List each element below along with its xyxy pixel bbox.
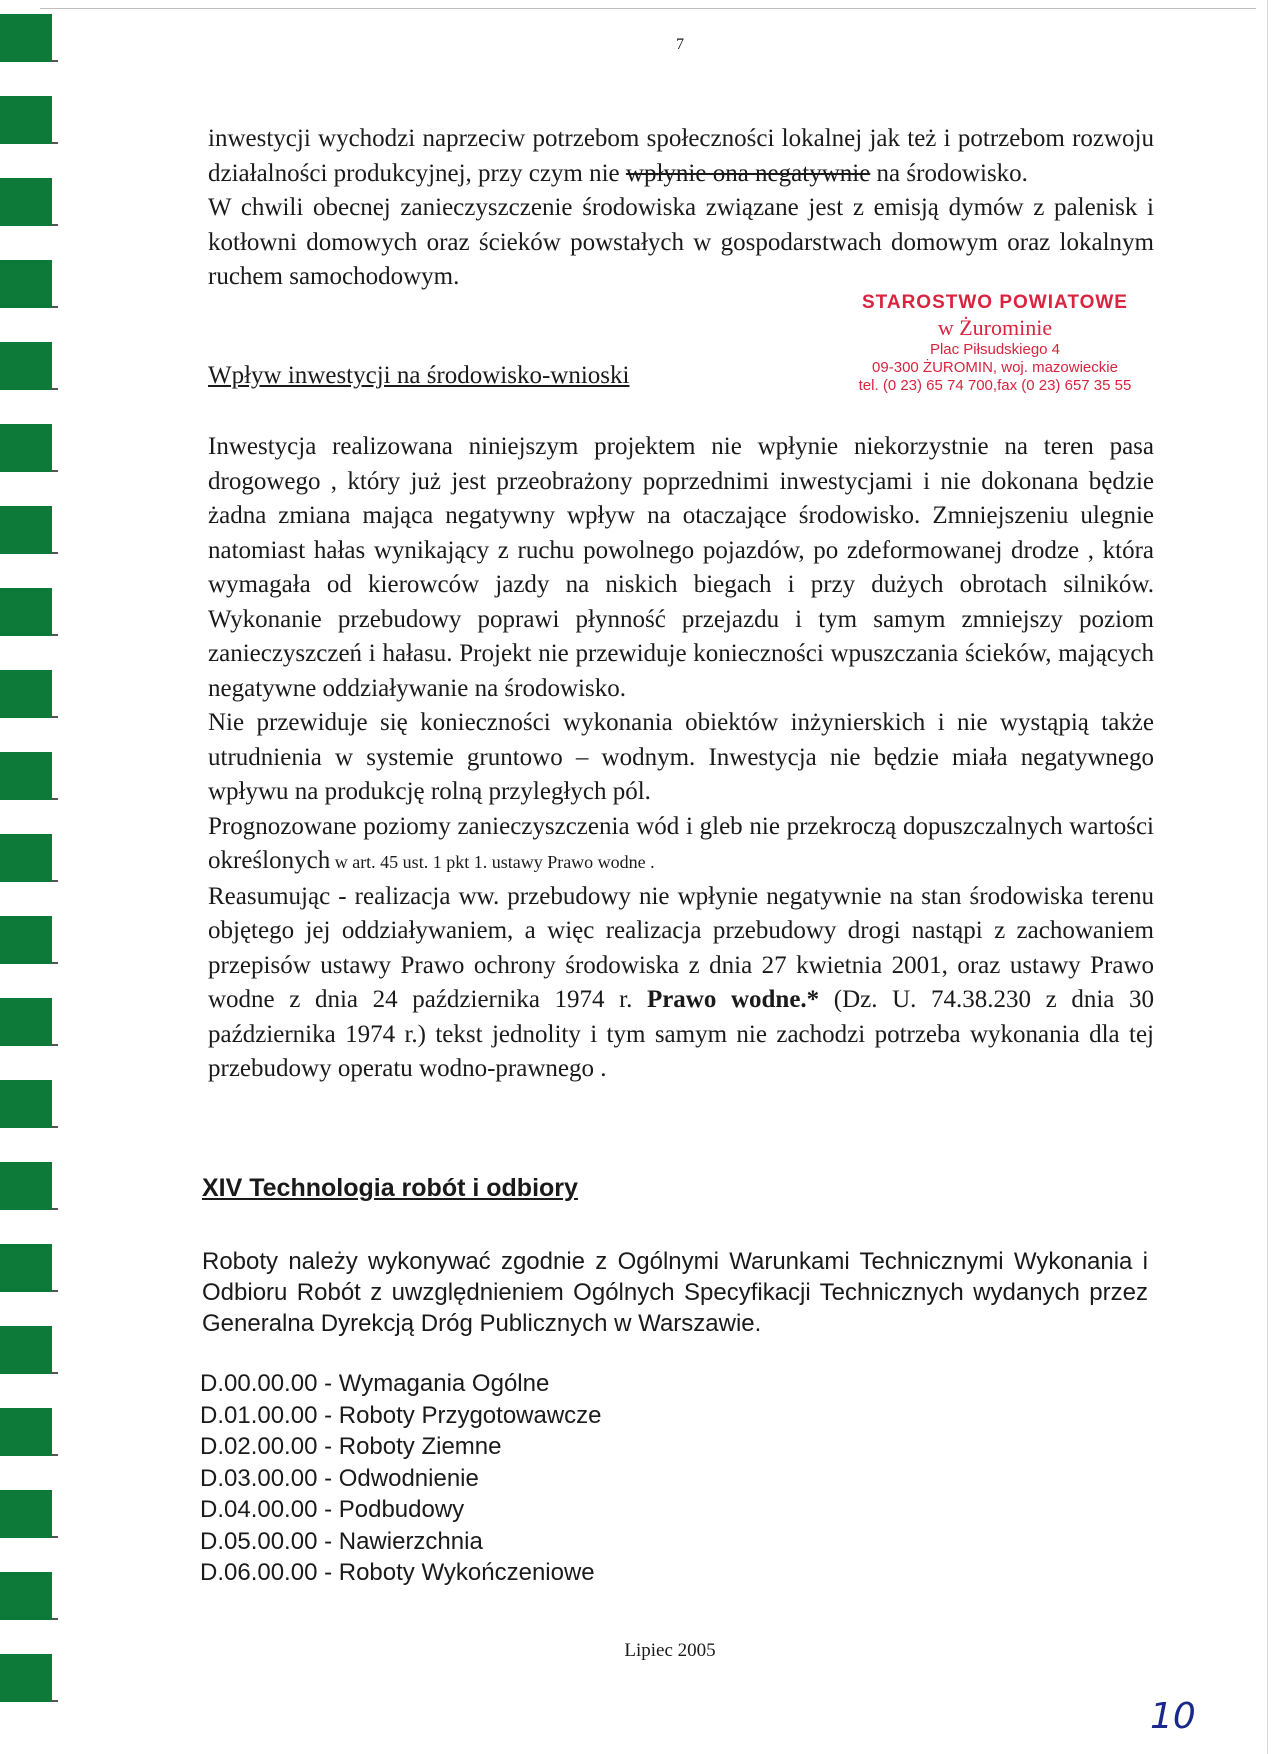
- binding-tab: [0, 1572, 52, 1620]
- binding-tab: [0, 178, 52, 226]
- impact-paragraph-3: [208, 810, 1154, 880]
- impact-paragraph-4-tail: (Dz. U. 74.38.230 z dnia 30 października 1974 r.) tekst jednolity i tym samym nie zachodzi potrzeba wykonania dla tej przebudowy operatu wodno-prawnego .: [208, 986, 1154, 1082]
- section-xiv-title: XIV Technologia robót i odbiory: [202, 1174, 578, 1202]
- section-impact-title: Wpływ inwestycji na środowisko-wnioski: [208, 362, 630, 389]
- impact-section: [208, 430, 1154, 1087]
- intro-paragraph: [208, 122, 1154, 295]
- binding-tab: [0, 1654, 52, 1702]
- binding-tab: [0, 342, 52, 390]
- binding-tab: [0, 1080, 52, 1128]
- binding-tab: [0, 1326, 52, 1374]
- binding-tab: [0, 14, 52, 62]
- intro-text: inwestycji wychodzi naprzeciw potrzebom społeczności lokalnej jak też i potrzebom rozwoju działalności produkcyjnej, przy czym nie: [208, 125, 1154, 187]
- intro-tail: na środowisko.: [870, 159, 1028, 187]
- stamp-phone: tel. (0 23) 65 74 700,fax (0 23) 657 35 55: [858, 377, 1132, 395]
- stamp-title: STAROSTWO POWIATOWE: [862, 292, 1128, 313]
- impact-paragraph-4-main: Reasumując - realizacja ww. przebudowy nie wpłynie negatywnie na stan środowiska terenu objętego jej oddziaływaniem, a więc realizacja przebudowy drogi nastąpi z zachowaniem przepisów ustawy Prawo ochrony środowiska z dnia 27 kwietnia 2001, oraz ustawy Prawo wodne z dnia 24 października 1974 r.: [208, 882, 1154, 1013]
- binding-tab: [0, 998, 52, 1046]
- page-number: 7: [676, 36, 684, 53]
- xiv-paragraph: Roboty należy wykonywać zgodnie z Ogólnymi Warunkami Technicznymi Wykonania i Odbioru Robót z uwzględnieniem Ogólnych Specyfikacji Technicznych wydanych przez Generalna Dyrekcją Dróg Publicznych w Warszawie.: [202, 1248, 1148, 1337]
- intro-struck-text: wpłynie ona negatywnie: [625, 159, 871, 187]
- binding-tab: [0, 752, 52, 800]
- impact-paragraph-4: [208, 880, 1154, 1087]
- binding-tab: [0, 670, 52, 718]
- impact-paragraph-3-main: Prognozowane poziomy zanieczyszczenia wód i gleb nie przekroczą dopuszczalnych wartości określonych: [208, 812, 1154, 874]
- binding-tab: [0, 424, 52, 472]
- impact-paragraph-1: Inwestycja realizowana niniejszym projektem nie wpłynie niekorzystnie na teren pasa drogowego , który już jest przeobrażony poprzednimi inwestycjami i nie dokonana będzie żadna zmiana mająca negatywny wpływ na otaczające środowisko. Zmniejszeniu ulegnie natomiast hałas wynikający z ruchu powolnego pojazdów, po zdeformowanej drodze , która wymagała od kierowców jazdy na niskich biegach i przy dużych obrotach silników. Wykonanie przebudowy poprawi płynność przejazdu i tym samym zmniejszy poziom zanieczyszczeń i hałasu. Projekt nie przewiduje konieczności wpuszczania ścieków, mających negatywne oddziaływanie na środowisko.: [208, 433, 1154, 702]
- binding-tab: [0, 1490, 52, 1538]
- pollution-paragraph: W chwili obecnej zanieczyszczenie środowiska związane jest z emisją dymów z palenisk i kotłowni domowych oraz ścieków powstałych w gospodarstwach domowym oraz lokalnym ruchem samochodowym.: [208, 194, 1154, 290]
- impact-paragraph-2: Nie przewiduje się konieczności wykonania obiektów inżynierskich i nie wystąpią także utrudnienia w systemie gruntowo – wodnym. Inwestycja nie będzie miała negatywnego wpływu na produkcję rolną przyległych pól.: [208, 709, 1154, 805]
- law-reference: w art. 45 ust. 1 pkt 1. ustawy Prawo wodne .: [330, 852, 655, 872]
- spiral-binding: [0, 0, 60, 1754]
- binding-tab: [0, 1162, 52, 1210]
- official-stamp: [820, 292, 1170, 395]
- impact-paragraph-4-bold: Prawo wodne.*: [646, 986, 820, 1013]
- list-item: D.06.00.00 - Roboty Wykończeniowe: [200, 1559, 595, 1586]
- stamp-postal: 09-300 ŻUROMIN, woj. mazowieckie: [872, 359, 1118, 377]
- binding-tab: [0, 834, 52, 882]
- spec-list: [200, 1368, 602, 1589]
- list-item: D.01.00.00 - Roboty Przygotowawcze: [200, 1401, 602, 1429]
- stamp-town: w Żurominie: [937, 314, 1053, 340]
- binding-tab: [0, 1408, 52, 1456]
- list-item: D.05.00.00 - Nawierzchnia: [200, 1527, 483, 1555]
- list-item: D.00.00.00 - Wymagania Ogólne: [200, 1370, 550, 1397]
- footer-date: Lipiec 2005: [624, 1640, 716, 1661]
- binding-tab: [0, 506, 52, 554]
- list-item: D.02.00.00 - Roboty Ziemne: [200, 1433, 502, 1460]
- binding-tab: [0, 588, 52, 636]
- top-rule: [40, 8, 1256, 9]
- stamp-address: Plac Piłsudskiego 4: [929, 341, 1061, 359]
- binding-tab: [0, 96, 52, 144]
- list-item: D.04.00.00 - Podbudowy: [200, 1496, 465, 1523]
- binding-tab: [0, 260, 52, 308]
- handwritten-page-number: 10: [1150, 1696, 1196, 1737]
- binding-tab: [0, 1244, 52, 1292]
- page-edge: [1267, 0, 1268, 1754]
- list-item: D.03.00.00 - Odwodnienie: [200, 1464, 479, 1492]
- binding-tab: [0, 916, 52, 964]
